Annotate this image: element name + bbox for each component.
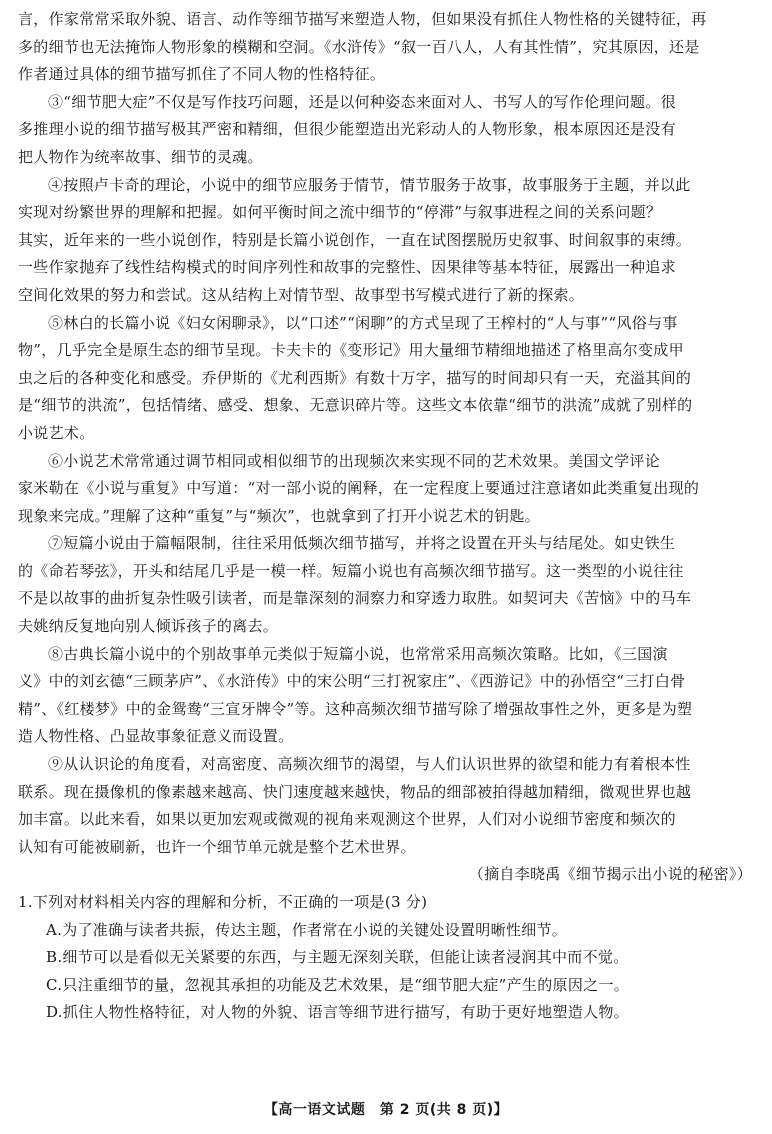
text-line: 义》中的刘玄德“三顾茅庐”、《水浒传》中的宋公明“三打祝家庄”、《西游记》中的孙悟空“三打白骨	[18, 672, 686, 691]
text-line: ⑦短篇小说由于篇幅限制，往往采用低频次细节描写，并将之设置在开头与结尾处。如史铁生	[48, 534, 676, 553]
text-line: 把人物作为统率故事、细节的灵魂。	[18, 147, 263, 166]
text-line: 言，作家常常采取外貌、语言、动作等细节描写来塑造人物，但如果没有抓住人物性格的关键特征，再	[18, 10, 707, 28]
paragraph-5	[18, 310, 756, 448]
text-line: 的《命若琴弦》，开头和结尾几乎是一模一样。短篇小说也有高频次细节描写。这一类型的小说往往	[18, 561, 684, 580]
text-line: ③“细节肥大症”不仅是写作技巧问题，还是以何种姿态来面对人、书写人的写作伦理问题。很	[48, 92, 676, 111]
text-line: 物”，几乎完全是原生态的细节呈现。卡夫卡的《变形记》用大量细节精细地描述了格里高尔变成甲	[18, 341, 684, 360]
answer-option-b: B.细节可以是看似无关紧要的东西，与主题无深刻关联，但能让读者浸润其中而不觉。	[46, 948, 629, 967]
answer-option-a: A.为了准确与读者共振，传达主题，作者常在小说的关键处设置明晰性细节。	[46, 920, 568, 939]
answer-option-c: C.只注重细节的量，忽视其承担的功能及艺术效果，是“细节肥大症”产生的原因之一。	[46, 975, 630, 994]
question-stem: 1.下列对材料相关内容的理解和分析，不正确的一项是(3 分)	[18, 893, 428, 911]
paragraph-7	[18, 530, 756, 640]
text-line: ⑥小说艺术常常通过调节相同或相似细节的出现频次来实现不同的艺术效果。美国文学评论	[48, 451, 661, 470]
text-line: 联系。现在摄像机的像素越来越高、快门速度越来越快，物品的细部被拍得越加精细，微观世界也越	[18, 782, 692, 801]
text-line: 家米勒在《小说与重复》中写道：“对一部小说的阐释，在一定程度上要通过注意诸如此类重复出现的	[18, 479, 700, 498]
exam-page	[18, 6, 756, 1027]
text-line: ④按照卢卡奇的理论，小说中的细节应服务于情节，情节服务于故事，故事服务于主题，并以此	[48, 175, 691, 194]
text-line: 夫姚纳反复地向别人倾诉孩子的离去。	[18, 617, 279, 636]
text-line: 精”、《红楼梦》中的金鸳鸯“三宣牙牌令”等。这种高频次细节描写除了增强故事性之外，更多是为塑	[18, 699, 693, 718]
paragraph-4	[18, 172, 756, 310]
text-line: 虫之后的各种变化和感受。乔伊斯的《尤利西斯》有数十万字，描写的时间却只有一天，充溢其间的	[18, 368, 692, 387]
text-line: 一些作家抛弃了线性结构模式的时间序列性和故事的完整性、因果律等基本特征，展露出一种追求	[18, 258, 676, 277]
page-footer: 【高一语文试题 第 2 页(共 8 页)】	[263, 1102, 509, 1118]
text-line: ⑧古典长篇小说中的个别故事单元类似于短篇小说，也常常采用高频次策略。比如，《三国演	[48, 644, 668, 663]
text-line: 实现对纷繁世界的理解和把握。如何平衡时间之流中细节的“停滞”与叙事进程之间的关系问题？	[18, 203, 662, 222]
text-line: 是“细节的洪流”，包括情绪、感受、想象、无意识碎片等。这些文本依靠“细节的洪流”成就了别样的	[18, 396, 693, 415]
text-line: 造人物性格、凸显故事象征意义而设置。	[18, 727, 294, 746]
paragraph-3	[18, 89, 756, 172]
text-line: ⑤林白的长篇小说《妇女闲聊录》，以“口述”“闲聊”的方式呈现了王榨村的“人与事”“风俗与事	[48, 313, 678, 332]
text-line: 多的细节也无法掩饰人物形象的模糊和空洞。《水浒传》“叙一百八人，人有其性情”，究其原因，还是	[18, 37, 700, 56]
text-line: 不是以故事的曲折复杂性吸引读者，而是靠深刻的洞察力和穿透力取胜。如契诃夫《苦恼》中的马车	[18, 589, 692, 608]
paragraph-6	[18, 448, 756, 531]
paragraph-8	[18, 641, 756, 751]
question-1	[18, 889, 756, 1027]
text-line: 其实，近年来的一些小说创作，特别是长篇小说创作，一直在试图摆脱历史叙事、时间叙事的束缚。	[18, 230, 692, 249]
text-line: 多推理小说的细节描写极其严密和精细，但很少能塑造出光彩动人的人物形象，根本原因还是没有	[18, 120, 676, 139]
source-citation: （摘自李晓禹《细节揭示出小说的秘密》）	[468, 865, 752, 884]
text-line: 作者通过具体的细节描写抓住了不同人物的性格特征。	[18, 65, 386, 84]
text-line: 现象来完成。”理解了这种“重复”与“频次”，也就拿到了打开小说艺术的钥匙。	[18, 506, 540, 525]
text-line: 空间化效果的努力和尝试。这从结构上对情节型、故事型书写模式进行了新的探索。	[18, 285, 585, 304]
answer-option-d: D.抓住人物性格特征，对人物的外貌、语言等细节进行描写，有助于更好地塑造人物。	[46, 1003, 629, 1022]
paragraph-9	[18, 751, 756, 861]
text-line: 加丰富。以此来看，如果以更加宏观或微观的视角来观测这个世界，人们对小说细节密度和频次的	[18, 810, 676, 829]
text-line: 认知有可能被刷新，也许一个细节单元就是整个艺术世界。	[18, 837, 416, 856]
text-line: 小说艺术。	[18, 423, 95, 442]
paragraph-continuation	[18, 6, 756, 89]
text-line: ⑨从认识论的角度看，对高密度、高频次细节的渴望，与人们认识世界的欲望和能力有着根本性	[48, 755, 691, 774]
